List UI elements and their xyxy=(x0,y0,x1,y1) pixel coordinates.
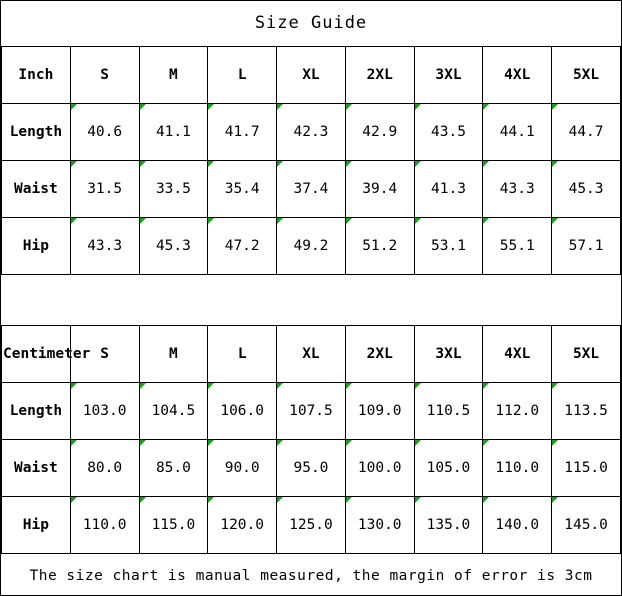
cell-hip-5xl: 57.1 xyxy=(552,218,621,275)
cell-length-xl: 107.5 xyxy=(277,383,346,440)
size-header-4xl: 4XL xyxy=(483,47,552,104)
cell-waist-l: 35.4 xyxy=(208,161,277,218)
table-gap xyxy=(1,275,621,325)
cell-waist-5xl: 45.3 xyxy=(552,161,621,218)
cell-hip-xl: 49.2 xyxy=(277,218,346,275)
cell-waist-2xl: 100.0 xyxy=(345,440,414,497)
cell-waist-2xl: 39.4 xyxy=(345,161,414,218)
table-header-row xyxy=(2,47,621,104)
size-header-5xl: 5XL xyxy=(552,47,621,104)
size-table-centimeter xyxy=(1,325,621,554)
table-row xyxy=(2,497,621,554)
row-label-length: Length xyxy=(2,383,71,440)
cell-waist-m: 85.0 xyxy=(139,440,208,497)
cell-hip-4xl: 55.1 xyxy=(483,218,552,275)
cell-hip-m: 45.3 xyxy=(139,218,208,275)
cell-length-3xl: 43.5 xyxy=(414,104,483,161)
cell-length-m: 41.1 xyxy=(139,104,208,161)
cell-length-3xl: 110.5 xyxy=(414,383,483,440)
cell-length-l: 106.0 xyxy=(208,383,277,440)
size-header-2xl: 2XL xyxy=(345,326,414,383)
size-header-l: L xyxy=(208,326,277,383)
cell-hip-3xl: 135.0 xyxy=(414,497,483,554)
cell-length-2xl: 109.0 xyxy=(345,383,414,440)
size-header-3xl: 3XL xyxy=(414,326,483,383)
cell-hip-xl: 125.0 xyxy=(277,497,346,554)
cell-length-m: 104.5 xyxy=(139,383,208,440)
cell-length-s: 103.0 xyxy=(70,383,139,440)
size-header-5xl: 5XL xyxy=(552,326,621,383)
row-label-waist: Waist xyxy=(2,440,71,497)
table-row xyxy=(2,440,621,497)
cell-waist-xl: 37.4 xyxy=(277,161,346,218)
size-header-m: M xyxy=(139,47,208,104)
cell-hip-3xl: 53.1 xyxy=(414,218,483,275)
table-row xyxy=(2,161,621,218)
cell-length-s: 40.6 xyxy=(70,104,139,161)
size-table-inch xyxy=(1,46,621,275)
size-header-m: M xyxy=(139,326,208,383)
cell-waist-4xl: 43.3 xyxy=(483,161,552,218)
size-header-l: L xyxy=(208,47,277,104)
cell-waist-l: 90.0 xyxy=(208,440,277,497)
cell-hip-2xl: 130.0 xyxy=(345,497,414,554)
table-row xyxy=(2,218,621,275)
cell-waist-5xl: 115.0 xyxy=(552,440,621,497)
cell-waist-m: 33.5 xyxy=(139,161,208,218)
cell-waist-4xl: 110.0 xyxy=(483,440,552,497)
cell-hip-l: 47.2 xyxy=(208,218,277,275)
table-header-row xyxy=(2,326,621,383)
cell-waist-3xl: 105.0 xyxy=(414,440,483,497)
table-row xyxy=(2,383,621,440)
page-title: Size Guide xyxy=(254,13,368,33)
cell-length-5xl: 44.7 xyxy=(552,104,621,161)
size-header-s: S xyxy=(70,326,139,383)
cell-hip-m: 115.0 xyxy=(139,497,208,554)
unit-label-centimeter: Centimeter xyxy=(2,326,71,383)
row-label-length: Length xyxy=(2,104,71,161)
size-header-xl: XL xyxy=(277,47,346,104)
unit-label-inch: Inch xyxy=(2,47,71,104)
size-header-2xl: 2XL xyxy=(345,47,414,104)
cell-length-4xl: 112.0 xyxy=(483,383,552,440)
cell-hip-5xl: 145.0 xyxy=(552,497,621,554)
cell-waist-s: 80.0 xyxy=(70,440,139,497)
footer-note: The size chart is manual measured, the margin of error is 3cm xyxy=(29,568,593,584)
cell-length-4xl: 44.1 xyxy=(483,104,552,161)
cell-hip-l: 120.0 xyxy=(208,497,277,554)
cell-hip-s: 110.0 xyxy=(70,497,139,554)
cell-hip-4xl: 140.0 xyxy=(483,497,552,554)
cell-length-l: 41.7 xyxy=(208,104,277,161)
row-label-hip: Hip xyxy=(2,497,71,554)
row-label-hip: Hip xyxy=(2,218,71,275)
size-header-3xl: 3XL xyxy=(414,47,483,104)
cell-hip-2xl: 51.2 xyxy=(345,218,414,275)
cell-length-2xl: 42.9 xyxy=(345,104,414,161)
cell-waist-xl: 95.0 xyxy=(277,440,346,497)
table-row xyxy=(2,104,621,161)
size-header-s: S xyxy=(70,47,139,104)
cell-waist-3xl: 41.3 xyxy=(414,161,483,218)
size-header-xl: XL xyxy=(277,326,346,383)
cell-length-5xl: 113.5 xyxy=(552,383,621,440)
size-header-4xl: 4XL xyxy=(483,326,552,383)
cell-hip-s: 43.3 xyxy=(70,218,139,275)
row-label-waist: Waist xyxy=(2,161,71,218)
cell-length-xl: 42.3 xyxy=(277,104,346,161)
cell-waist-s: 31.5 xyxy=(70,161,139,218)
